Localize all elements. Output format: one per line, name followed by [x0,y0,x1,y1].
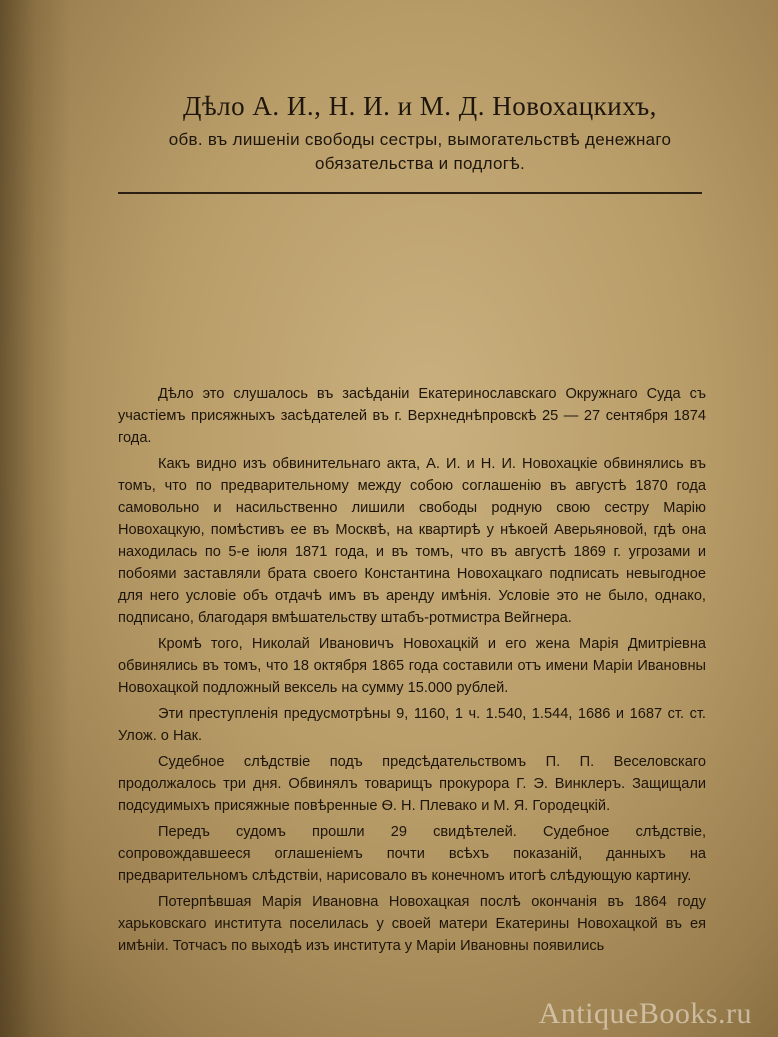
paragraph: Дѣло это слушалось въ засѣданіи Екатеринославскаго Окружнаго Суда съ участіемъ присяжныхъ засѣдателей въ г. Верхнеднѣпровскѣ 25 — 27 сентября 1874 года. [118,386,706,446]
paragraph: Судебное слѣдствіе подъ предсѣдательствомъ П. П. Веселовскаго продолжалось три дня. Обвинялъ товарищъ прокурора Г. Э. Винклеръ. Защищали подсудимыхъ присяжные повѣренные Ѳ. Н. Плевако и М. Я. Городецкій. [118,754,706,814]
page-spine-shadow [0,0,70,1037]
chapter-title: Дѣло А. И., Н. И. и М. Д. Новохацкихъ, [183,91,657,121]
body-text [118,383,706,961]
paragraph: Какъ видно изъ обвинительнаго акта, А. И. и Н. И. Новохацкіе обвинялись въ томъ, что по предварительному между собою соглашенію въ августѣ 1870 года самовольно и насильственно лишили свободы родную свою сестру Марію Новохацкую, помѣстивъ ее въ Москвѣ, на квартирѣ у нѣкоей Аверьяновой, гдѣ она находилась по 5-е іюля 1871 года, и въ томъ, что въ августѣ 1869 г. угрозами и побоями заставляли брата своего Константина Новохацкаго подписать невыгодное для него условіе объ отдачѣ имъ въ аренду имѣнія. Условіе это не было, однако, подписано, благодаря вмѣшательству штабъ-ротмистра Вейгнера. [118,456,706,626]
chapter-subtitle [120,128,720,176]
header-divider [118,192,702,194]
chapter-header [120,88,720,176]
paragraph: Потерпѣвшая Марія Ивановна Новохацкая послѣ окончанія въ 1864 году харьковскаго института поселилась у своей матери Екатерины Новохацкой въ ея имѣніи. Тотчасъ по выходѣ изъ института у Маріи Ивановны появились [118,894,706,954]
paragraph: Эти преступленія предусмотрѣны 9, 1160, 1 ч. 1.540, 1.544, 1686 и 1687 ст. ст. Улож. о Нак. [118,706,706,744]
subtitle-line-1: обв. въ лишеніи свободы сестры, вымогательствѣ денежнаго [168,130,672,149]
paragraph: Передъ судомъ прошли 29 свидѣтелей. Судебное слѣдствіе, сопровождавшееся оглашеніемъ почти всѣхъ показаній, данныхъ на предварительномъ слѣдствіи, нарисовало въ конечномъ итогѣ слѣдующую картину. [118,824,706,884]
subtitle-line-2: обязательства и подлогѣ. [315,154,525,173]
watermark: AntiqueBooks.ru [538,997,752,1030]
paragraph: Кромѣ того, Николай Ивановичъ Новохацкій и его жена Марія Дмитріевна обвинялись въ томъ, что 18 октября 1865 года составили отъ имени Маріи Ивановны Новохацкой подложный вексель на сумму 15.000 рублей. [118,636,706,696]
